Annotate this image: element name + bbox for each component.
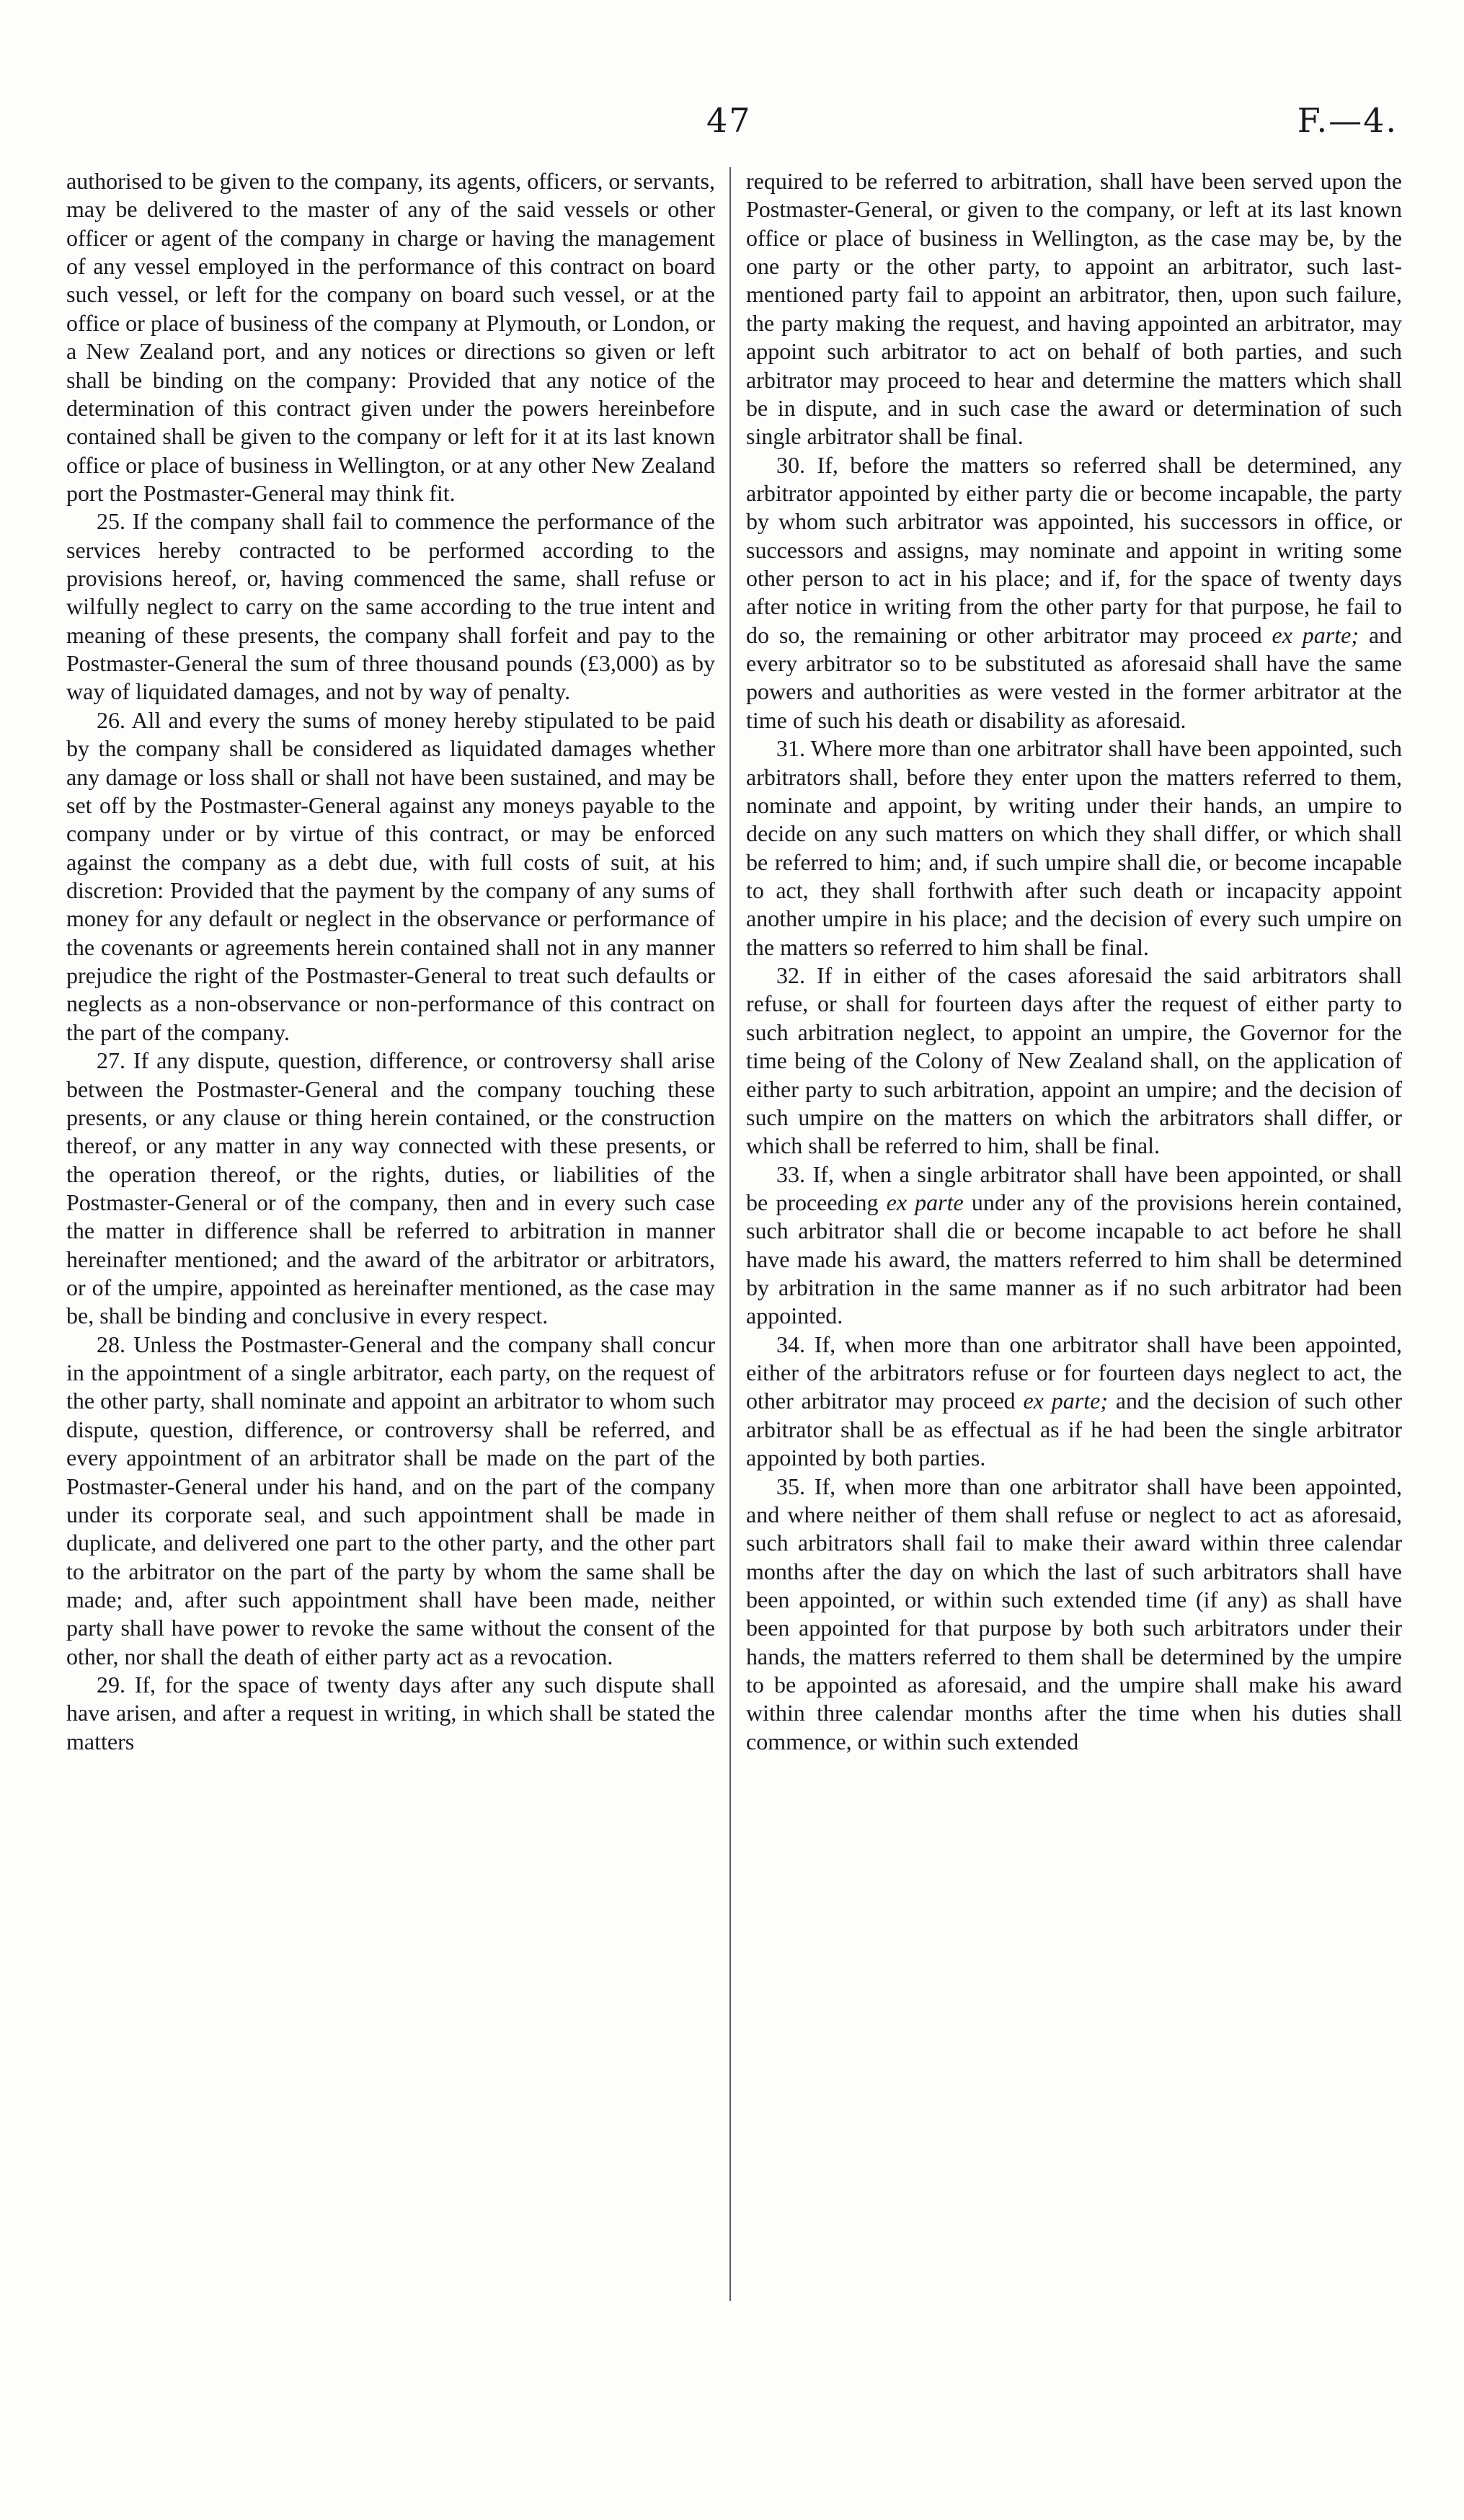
- clause-27: 27. If any dispute, question, difference, or controversy shall arise between the Postmaster-General and the company touching these presents, or any clause or thing herein contained, or the construction thereof, or any matter in any way connected with these presents, or the operation thereof, or the rights, duties, or liabilities of the Postmaster-General or of the company, then and in every such case the matter in difference shall be referred to arbitration in manner hereinafter mentioned; and the award of the arbitrator or arbitrators, or of the umpire, appointed as hereinafter mentioned, as the case may be, shall be binding and conclusive in every respect.: [66, 1047, 715, 1329]
- clause-26: 26. All and every the sums of money hereby stipulated to be paid by the company shall be considered as liquidated damages whether any damage or loss shall or shall not have been sustained, and may be set off by the Postmaster-General against any moneys payable to the company under or by virtue of this contract, or may be enforced against the company as a debt due, with full costs of suit, at his discretion: Provided that the payment by the company of any sums of money for any default or neglect in the observance or performance of the covenants or agreements herein contained shall not in any manner prejudice the right of the Postmaster-General to treat such defaults or neglects as a non-observance or non-performance of this contract on the part of the company.: [66, 706, 715, 1045]
- clause-34-text-a: 34. If, when more than one arbitrator shall have been appointed, either of the arbitrators refuse or for fourteen days neglect to act, the other arbitrator may proceed: [746, 1331, 1402, 1414]
- clause-33-text-a: 33. If, when a single arbitrator shall have been appointed, or shall be proceeding: [746, 1161, 1402, 1215]
- clause-35: 35. If, when more than one arbitrator shall have been appointed, and where neither of them shall refuse or neglect to act as aforesaid, such arbitrators shall fail to make their award within three calendar months after the day on which the last of such arbitrators shall have been appointed, or within such extended time (if any) as shall have been appointed for that purpose by both such arbitrators under their hands, the matters referred to them shall be determined by the umpire to be appointed as aforesaid, and the umpire shall make his award within three calendar months after the time when his duties shall commence, or within such extended: [746, 1473, 1402, 1754]
- clause-31: 31. Where more than one arbitrator shall have been appointed, such arbitrators shall, before they enter upon the matters referred to them, nominate and appoint, by writing under their hands, an umpire to decide on any such matters on which they shall differ, or which shall be referred to him; and, if such umpire shall die, or become incapable to act, they shall forthwith after such death or incapacity appoint another umpire in his place; and the decision of every such umpire on the matters so referred to him shall be final.: [746, 735, 1402, 960]
- clause-30-text-b: and every arbitrator so to be substituted as aforesaid shall have the same powers and authorities as were vested in the former arbitrator at the time of such his death or disability as aforesaid.: [746, 621, 1403, 733]
- clause-33-latin-term: ex parte: [886, 1189, 964, 1215]
- clause-30: [746, 451, 1402, 735]
- clause-32: 32. If in either of the cases aforesaid the said arbitrators shall refuse, or shall for fourteen days after the request of either party to such arbitration neglect, to appoint an umpire, the Governor for the time being of the Colony of New Zealand shall, on the application of either party to such arbitration, appoint an umpire; and the decision of such umpire on the matters on which the arbitrators shall differ, or which shall be referred to him, shall be final.: [746, 962, 1402, 1159]
- document-reference: F.—4.: [1297, 101, 1398, 140]
- clause-34: [746, 1331, 1402, 1473]
- paragraph-continued: authorised to be given to the company, its agents, officers, or servants, may be delivered to the master of any of the said vessels or other officer or agent of the company in charge or having the management of any vessel employed in the performance of this contract on board such vessel, or left for the company on board such vessel, or at the office or place of business of the company at Plymouth, or London, or a New Zealand port, and any notices or directions so given or left shall be binding on the company: Provided that any notice of the determination of this contract given under the powers hereinbefore contained shall be given to the company or left for it at its last known office or place of business in Wellington, or at any other New Zealand port the Postmaster-General may think fit.: [66, 168, 715, 506]
- right-column: [746, 167, 1402, 1756]
- clause-29-continued: required to be referred to arbitration, shall have been served upon the Postmaster-General, or given to the company, or left at its last known office or place of business in Wellington, as the case may be, by the one party or the other party, to appoint an arbitrator, such last-mentioned party fail to appoint an arbitrator, then, upon such failure, the party making the request, and having appointed an arbitrator, may appoint such arbitrator to act on behalf of both parties, and such arbitrator may proceed to hear and determine the matters which shall be in dispute, and in such case the award or determination of such single arbitrator shall be final.: [746, 168, 1402, 450]
- clause-33: [746, 1161, 1402, 1331]
- clause-25: 25. If the company shall fail to commence the performance of the services hereby contracted to be performed according to the provisions hereof, or, having commenced the same, shall refuse or wilfully neglect to carry on the same according to the true intent and meaning of these presents, the company shall forfeit and pay to the Postmaster-General the sum of three thousand pounds (£3,000) as by way of liquidated damages, and not by way of penalty.: [66, 508, 715, 705]
- clause-28: 28. Unless the Postmaster-General and the company shall concur in the appointment of a single arbitrator, each party, on the request of the other party, shall nominate and appoint an arbitrator to whom such dispute, question, difference, or controversy shall be referred, and every appointment of an arbitrator shall be made on the part of the Postmaster-General under his hand, and on the part of the company under its corporate seal, and such appointment shall be made in duplicate, and delivered one part to the other party, and the other part to the arbitrator on the part of the party by whom the same shall be made; and, after such appointment shall have been made, neither party shall have power to revoke the same without the consent of the other, nor shall the death of either party act as a revocation.: [66, 1331, 715, 1669]
- clause-29: 29. If, for the space of twenty days after any such dispute shall have arisen, and after a request in writing, in which shall be stated the matters: [66, 1672, 715, 1754]
- clause-34-latin-term: ex parte;: [1023, 1388, 1108, 1414]
- left-column: [66, 167, 715, 1756]
- page-number: 47: [706, 101, 752, 140]
- clause-34-text-b: and the decision of such other arbitrator shall be as effectual as if he had been the single arbitrator appointed by both parties.: [746, 1388, 1403, 1471]
- column-divider: [729, 167, 731, 2301]
- clause-33-text-b: under any of the provisions herein contained, such arbitrator shall die or become incapable to act before he shall have made his award, the matters referred to him shall be determined by arbitration in the same manner as if no such arbitrator had been appointed.: [746, 1189, 1403, 1329]
- clause-30-text-a: 30. If, before the matters so referred shall be determined, any arbitrator appointed by either party die or become incapable, the party by whom such arbitrator was appointed, his successors in office, or successors and assigns, may nominate and appoint in writing some other person to act in his place; and if, for the space of twenty days after notice in writing from the other party for that purpose, he fail to do so, the remaining or other arbitrator may proceed: [746, 451, 1402, 648]
- clause-30-latin-term: ex parte;: [1272, 621, 1359, 648]
